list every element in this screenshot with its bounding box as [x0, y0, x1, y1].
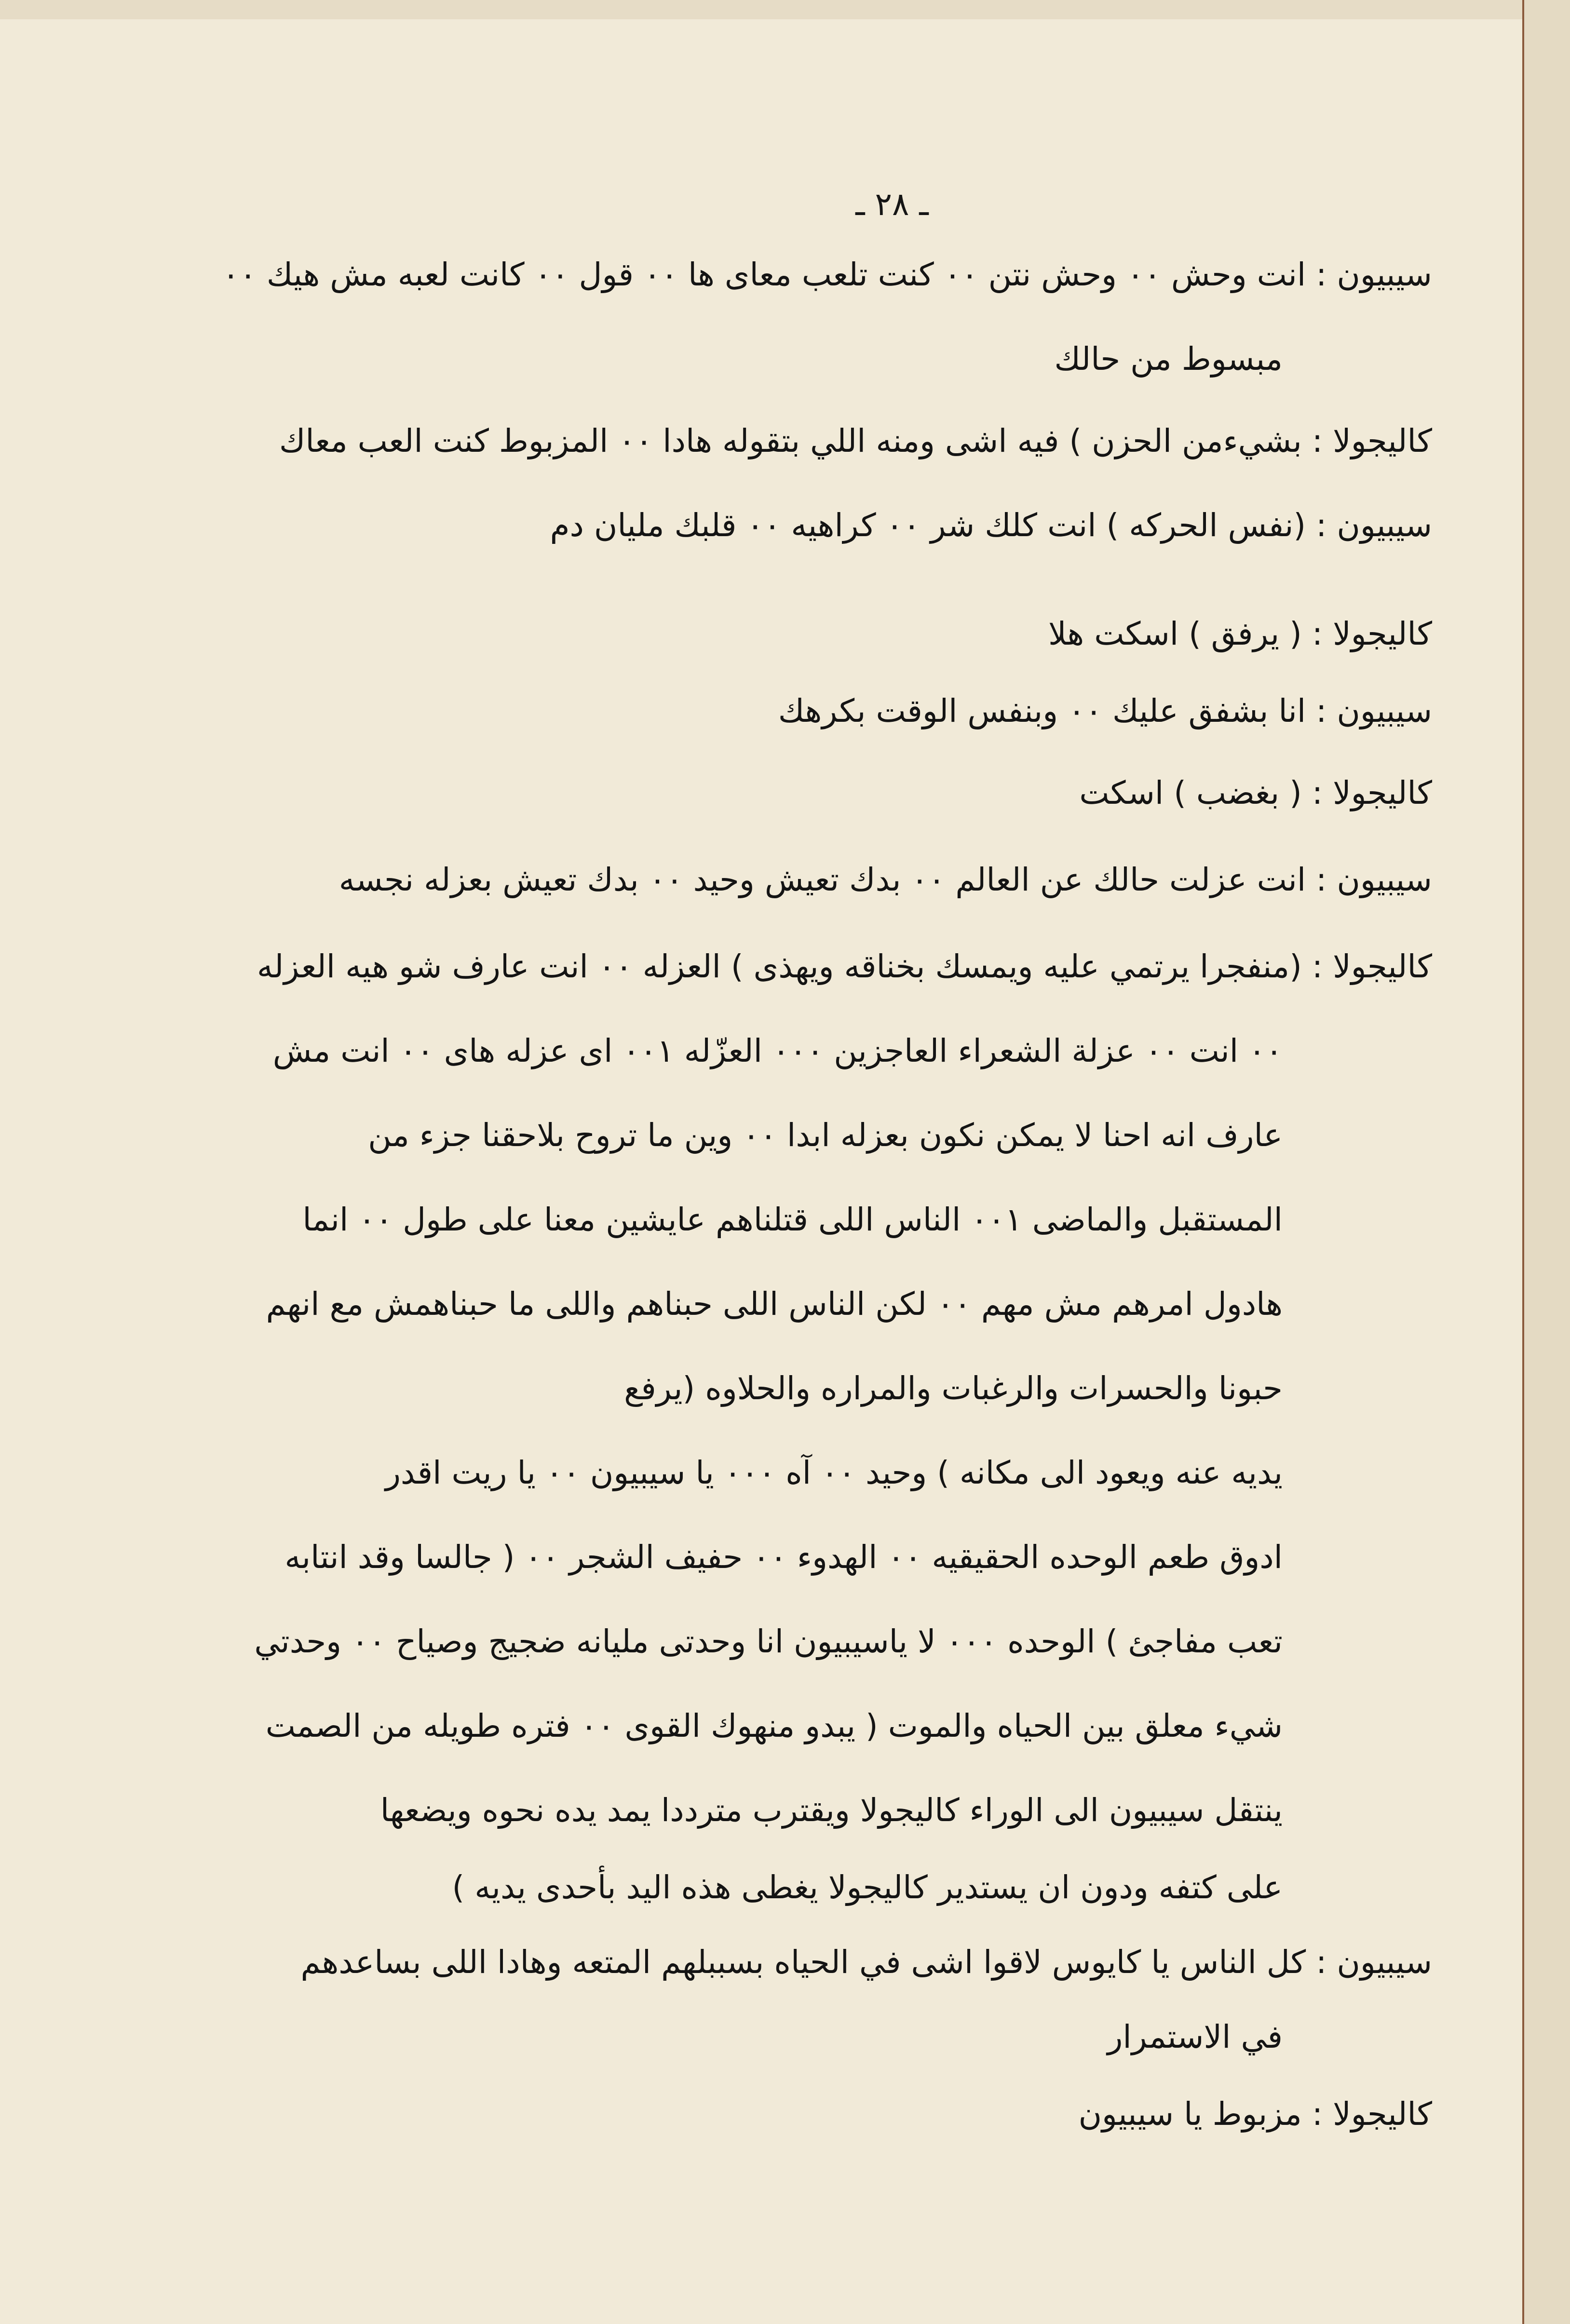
text-line: سيبيون : انت عزلت حالك عن العالم ٠٠ بدك تعيش وحيد ٠٠ بدك تعيش بعزله نجسه [338, 861, 1432, 898]
page-right-edge [1522, 0, 1570, 2324]
text-line: كاليجولا : ( يرفق ) اسكت هلا [1048, 615, 1432, 652]
text-line: هادول امرهم مش مهم ٠٠ لكن الناس اللى حبناهم واللى ما حبناهمش مع انهم [266, 1285, 1283, 1323]
text-line: سيبيون : انت وحش ٠٠ وحش نتن ٠٠ كنت تلعب معاى ها ٠٠ قول ٠٠ كانت لعبه مش هيك ٠٠ [222, 256, 1432, 293]
text-line: ادوق طعم الوحده الحقيقيه ٠٠ الهدوء ٠٠ حفيف الشجر ٠٠ ( جالسا وقد انتابه [284, 1539, 1283, 1576]
page-number: ـ ٢٨ ـ [855, 186, 929, 223]
text-line: ٠٠ انت ٠٠ عزلة الشعراء العاجزين ٠٠٠ العزّله ٠٠١ اى عزله هاى ٠٠ انت مش [272, 1032, 1283, 1069]
text-line: في الاستمرار [1107, 2018, 1283, 2055]
text-line: كاليجولا : بشيءمن الحزن ) فيه اشى ومنه اللي بتقوله هادا ٠٠ المزبوط كنت العب معاك [279, 422, 1432, 459]
text-line: مبسوط من حالك [1054, 340, 1283, 378]
page-top-edge [0, 0, 1570, 19]
text-line: كاليجولا : (منفجرا يرتمي عليه ويمسك بخناقه ويهذى ) العزله ٠٠ انت عارف شو هيه العزله [257, 948, 1432, 985]
text-line: كاليجولا : مزبوط يا سيبيون [1078, 2095, 1432, 2133]
text-line: سيبيون : انا بشفق عليك ٠٠ وبنفس الوقت بكرهك [778, 692, 1432, 730]
text-line: يديه عنه ويعود الى مكانه ) وحيد ٠٠ آه ٠٠٠ يا سيبيون ٠٠ يا ريت اقدر [385, 1454, 1283, 1491]
text-line: كاليجولا : ( بغضب ) اسكت [1079, 774, 1432, 811]
text-line: على كتفه ودون ان يستدير كاليجولا يغطى هذه اليد بأحدى يديه ) [452, 1869, 1283, 1906]
text-line: حبونا والحسرات والرغبات والمراره والحلاوه (يرفع [624, 1370, 1283, 1407]
text-line: شيء معلق بين الحياه والموت ( يبدو منهوك القوى ٠٠ فتره طويله من الصمت [265, 1707, 1283, 1744]
text-line: المستقبل والماضى ٠٠١ الناس اللى قتلناهم عايشين معنا على طول ٠٠ انما [302, 1201, 1283, 1238]
text-line: سيبيون : كل الناس يا كايوس لاقوا اشى في الحياه بسببلهم المتعه وهادا اللى بساعدهم [300, 1944, 1432, 1981]
text-line: ينتقل سيبيون الى الوراء كاليجولا ويقترب مترددا يمد يده نحوه ويضعها [380, 1792, 1283, 1829]
text-line: سيبيون : (نفس الحركه ) انت كلك شر ٠٠ كراهيه ٠٠ قلبك مليان دم [550, 507, 1432, 544]
text-line: عارف انه احنا لا يمكن نكون بعزله ابدا ٠٠ وين ما تروح بلاحقنا جزء من [368, 1117, 1283, 1154]
text-line: تعب مفاجئ ) الوحده ٠٠٠ لا ياسيبيون انا وحدتى مليانه ضجيج وصياح ٠٠ وحدتي [254, 1623, 1283, 1660]
